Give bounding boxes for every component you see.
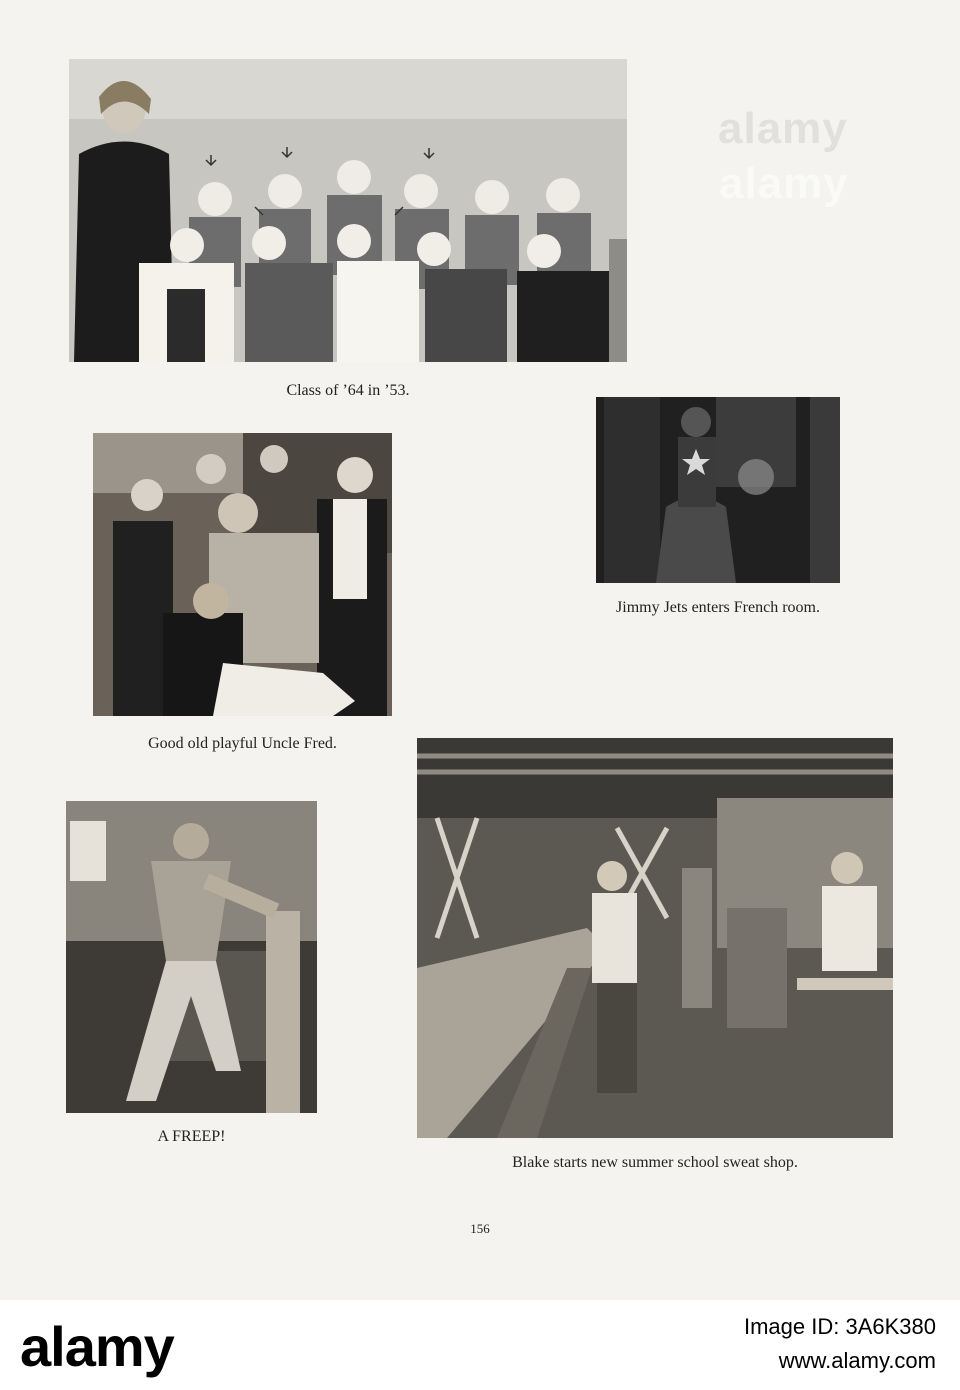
uncle-fred-caption: Good old playful Uncle Fred.	[148, 735, 337, 752]
jimmy-jets-photo	[596, 397, 840, 583]
page-number: 156	[470, 1221, 490, 1236]
sweat-shop-photo	[417, 738, 893, 1138]
sweat-shop-caption: Blake starts new summer school sweat shop.	[512, 1154, 798, 1171]
image-id: Image ID: 3A6K380	[743, 1314, 936, 1339]
class-photo	[69, 59, 849, 362]
uncle-fred-photo	[93, 433, 392, 716]
freep-caption: A FREEP!	[157, 1128, 226, 1145]
watermark: alamy	[718, 104, 848, 153]
jimmy-jets-caption: Jimmy Jets enters French room.	[616, 599, 820, 616]
freep-photo	[66, 801, 317, 1113]
watermark: alamy	[719, 159, 849, 208]
site-url[interactable]: www.alamy.com	[778, 1348, 936, 1373]
class-photo-caption: Class of ’64 in ’53.	[286, 382, 410, 399]
stock-footer	[0, 1300, 960, 1390]
alamy-logo: alamy	[20, 1315, 174, 1378]
